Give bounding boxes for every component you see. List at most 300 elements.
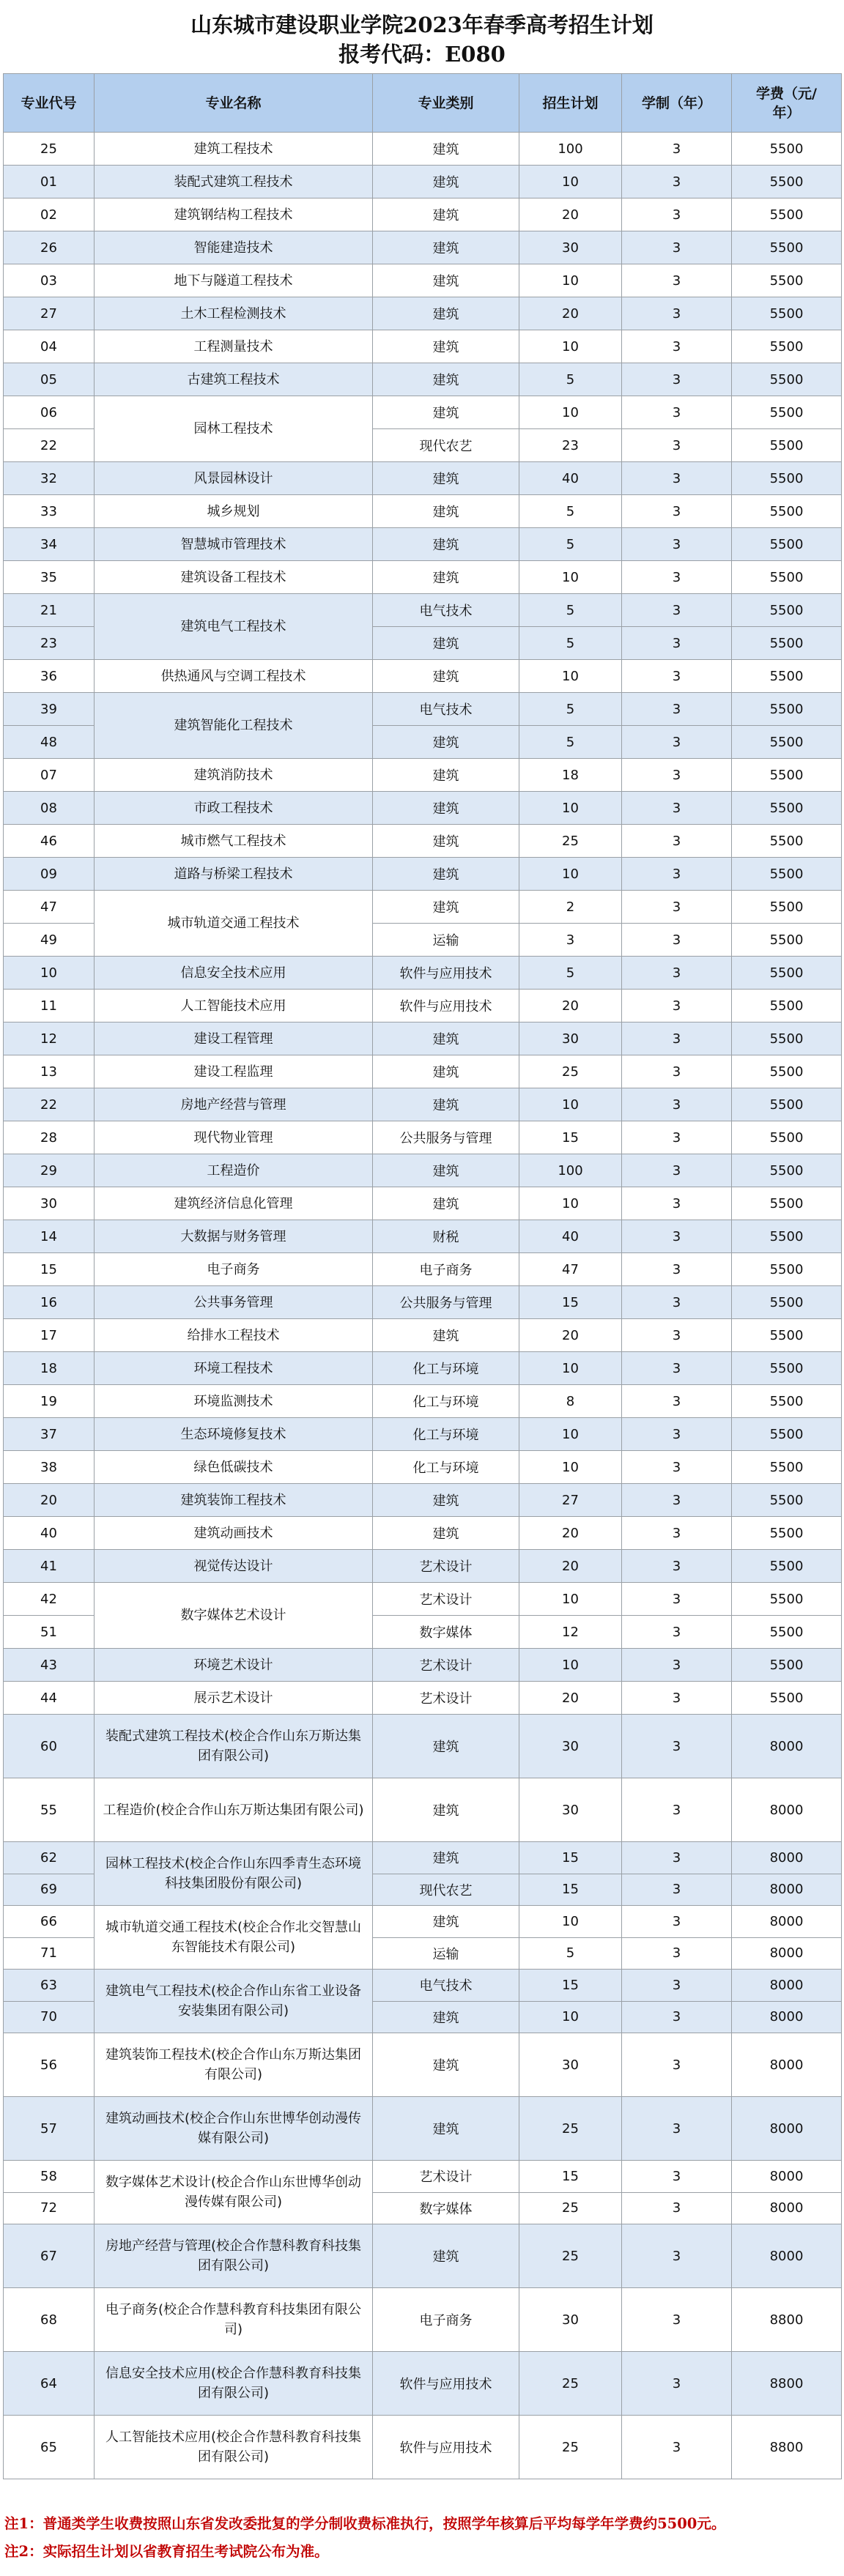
cell-major-name: 地下与隧道工程技术 — [95, 264, 373, 297]
cell-major-name: 建筑电气工程技术(校企合作山东省工业设备安装集团有限公司) — [95, 1970, 373, 2033]
table-row — [4, 2416, 842, 2479]
cell-duration: 3 — [622, 231, 732, 264]
cell-tuition-fee: 5500 — [732, 1253, 842, 1286]
cell-duration: 3 — [622, 594, 732, 627]
note-plan: 注2：实际招生计划以省教育招生考试院公布为准。 — [4, 2543, 329, 2560]
cell-enrollment-plan: 10 — [519, 330, 622, 363]
cell-major-category: 建筑 — [373, 726, 519, 759]
table-row — [4, 561, 842, 594]
page-title: 山东城市建设职业学院2023年春季高考招生计划 — [190, 12, 654, 37]
column-header-name: 专业名称 — [95, 74, 373, 133]
cell-major-name: 智能建造技术 — [95, 231, 373, 264]
cell-major-name: 市政工程技术 — [95, 792, 373, 825]
cell-major-category: 建筑 — [373, 1517, 519, 1550]
cell-enrollment-plan: 25 — [519, 2097, 622, 2161]
table-row — [4, 1088, 842, 1121]
cell-enrollment-plan: 40 — [519, 462, 622, 495]
cell-enrollment-plan: 8 — [519, 1385, 622, 1418]
column-header-fee: 学费（元/年） — [732, 74, 842, 133]
cell-duration: 3 — [622, 660, 732, 693]
cell-major-name: 人工智能技术应用 — [95, 990, 373, 1022]
cell-enrollment-plan: 10 — [519, 264, 622, 297]
cell-major-category: 电子商务 — [373, 1253, 519, 1286]
cell-major-name: 人工智能技术应用(校企合作慧科教育科技集团有限公司) — [95, 2416, 373, 2479]
cell-major-code: 68 — [4, 2288, 95, 2352]
cell-tuition-fee: 8800 — [732, 2416, 842, 2479]
cell-major-category: 数字媒体 — [373, 1616, 519, 1649]
cell-duration: 3 — [622, 2288, 732, 2352]
cell-tuition-fee: 8000 — [732, 1906, 842, 1938]
cell-enrollment-plan: 100 — [519, 1154, 622, 1187]
cell-enrollment-plan: 5 — [519, 495, 622, 528]
cell-enrollment-plan: 15 — [519, 1121, 622, 1154]
cell-major-code: 22 — [4, 1088, 95, 1121]
cell-enrollment-plan: 15 — [519, 1970, 622, 2002]
cell-major-category: 电气技术 — [373, 594, 519, 627]
cell-tuition-fee: 5500 — [732, 561, 842, 594]
cell-duration: 3 — [622, 1121, 732, 1154]
table-header-row — [4, 74, 842, 133]
cell-major-category: 软件与应用技术 — [373, 990, 519, 1022]
cell-major-category: 艺术设计 — [373, 1550, 519, 1583]
cell-major-name: 信息安全技术应用 — [95, 957, 373, 990]
cell-major-name: 建设工程管理 — [95, 1022, 373, 1055]
cell-enrollment-plan: 15 — [519, 1286, 622, 1319]
cell-tuition-fee: 5500 — [732, 166, 842, 198]
cell-tuition-fee: 8000 — [732, 2192, 842, 2224]
cell-duration: 3 — [622, 1842, 732, 1874]
cell-enrollment-plan: 30 — [519, 1715, 622, 1778]
cell-enrollment-plan: 5 — [519, 363, 622, 396]
cell-major-name: 城乡规划 — [95, 495, 373, 528]
cell-tuition-fee: 5500 — [732, 594, 842, 627]
cell-major-name: 绿色低碳技术 — [95, 1451, 373, 1484]
cell-major-code: 55 — [4, 1778, 95, 1842]
cell-major-name: 房地产经营与管理(校企合作慧科教育科技集团有限公司) — [95, 2224, 373, 2288]
cell-major-category: 建筑 — [373, 297, 519, 330]
cell-major-code: 06 — [4, 396, 95, 429]
cell-major-category: 建筑 — [373, 396, 519, 429]
cell-duration: 3 — [622, 1906, 732, 1938]
column-header-category: 专业类别 — [373, 74, 519, 133]
cell-enrollment-plan: 10 — [519, 1583, 622, 1616]
cell-major-category: 数字媒体 — [373, 2192, 519, 2224]
cell-enrollment-plan: 25 — [519, 2416, 622, 2479]
cell-enrollment-plan: 27 — [519, 1484, 622, 1517]
cell-duration: 3 — [622, 2161, 732, 2193]
cell-major-category: 艺术设计 — [373, 1583, 519, 1616]
cell-tuition-fee: 5500 — [732, 1385, 842, 1418]
cell-tuition-fee: 5500 — [732, 627, 842, 660]
cell-major-code: 60 — [4, 1715, 95, 1778]
cell-tuition-fee: 5500 — [732, 891, 842, 924]
cell-major-category: 软件与应用技术 — [373, 957, 519, 990]
cell-duration: 3 — [622, 1550, 732, 1583]
cell-major-category: 建筑 — [373, 1022, 519, 1055]
cell-major-category: 艺术设计 — [373, 1682, 519, 1715]
cell-major-category: 建筑 — [373, 1187, 519, 1220]
cell-major-name: 城市轨道交通工程技术(校企合作北交智慧山东智能技术有限公司) — [95, 1906, 373, 1970]
cell-major-category: 化工与环境 — [373, 1385, 519, 1418]
cell-duration: 3 — [622, 1154, 732, 1187]
cell-major-name: 古建筑工程技术 — [95, 363, 373, 396]
table-row — [4, 1715, 842, 1778]
table-row — [4, 133, 842, 166]
cell-enrollment-plan: 10 — [519, 2001, 622, 2033]
cell-duration: 3 — [622, 2352, 732, 2416]
enrollment-table-body — [4, 133, 842, 2479]
cell-enrollment-plan: 20 — [519, 1319, 622, 1352]
cell-enrollment-plan: 30 — [519, 231, 622, 264]
cell-major-category: 建筑 — [373, 2224, 519, 2288]
cell-major-category: 建筑 — [373, 495, 519, 528]
cell-tuition-fee: 5500 — [732, 1616, 842, 1649]
cell-enrollment-plan: 20 — [519, 198, 622, 231]
table-row — [4, 2161, 842, 2193]
cell-duration: 3 — [622, 2224, 732, 2288]
cell-enrollment-plan: 15 — [519, 1874, 622, 1906]
cell-major-name: 园林工程技术(校企合作山东四季青生态环境科技集团股份有限公司) — [95, 1842, 373, 1906]
table-row — [4, 1385, 842, 1418]
cell-tuition-fee: 5500 — [732, 198, 842, 231]
cell-enrollment-plan: 25 — [519, 1055, 622, 1088]
cell-enrollment-plan: 5 — [519, 594, 622, 627]
table-row — [4, 2224, 842, 2288]
cell-duration: 3 — [622, 825, 732, 858]
cell-tuition-fee: 5500 — [732, 858, 842, 891]
cell-tuition-fee: 5500 — [732, 726, 842, 759]
cell-tuition-fee: 5500 — [732, 792, 842, 825]
cell-enrollment-plan: 10 — [519, 1649, 622, 1682]
cell-tuition-fee: 5500 — [732, 1055, 842, 1088]
cell-enrollment-plan: 5 — [519, 1937, 622, 1970]
table-row — [4, 1352, 842, 1385]
cell-major-code: 32 — [4, 462, 95, 495]
cell-major-name: 土木工程检测技术 — [95, 297, 373, 330]
note-fee: 注1：普通类学生收费按照山东省发改委批复的学分制收费标准执行，按照学年核算后平均每学年学费约5500元。 — [4, 2515, 726, 2532]
cell-tuition-fee: 5500 — [732, 1022, 842, 1055]
cell-major-name: 城市轨道交通工程技术 — [95, 891, 373, 957]
table-row — [4, 198, 842, 231]
cell-major-name: 展示艺术设计 — [95, 1682, 373, 1715]
cell-major-category: 电气技术 — [373, 693, 519, 726]
cell-tuition-fee: 5500 — [732, 1649, 842, 1682]
cell-tuition-fee: 5500 — [732, 1418, 842, 1451]
cell-duration: 3 — [622, 1352, 732, 1385]
cell-tuition-fee: 5500 — [732, 1550, 842, 1583]
cell-major-code: 11 — [4, 990, 95, 1022]
cell-major-category: 运输 — [373, 924, 519, 957]
cell-enrollment-plan: 5 — [519, 693, 622, 726]
table-row — [4, 990, 842, 1022]
table-row — [4, 792, 842, 825]
cell-major-name: 园林工程技术 — [95, 396, 373, 462]
cell-duration: 3 — [622, 1451, 732, 1484]
cell-duration: 3 — [622, 1418, 732, 1451]
cell-major-code: 58 — [4, 2161, 95, 2193]
cell-enrollment-plan: 10 — [519, 858, 622, 891]
table-row — [4, 1187, 842, 1220]
cell-tuition-fee: 8800 — [732, 2352, 842, 2416]
cell-duration: 3 — [622, 924, 732, 957]
cell-major-code: 27 — [4, 297, 95, 330]
cell-duration: 3 — [622, 1022, 732, 1055]
cell-duration: 3 — [622, 1616, 732, 1649]
cell-major-name: 电子商务 — [95, 1253, 373, 1286]
cell-tuition-fee: 5500 — [732, 759, 842, 792]
cell-enrollment-plan: 12 — [519, 1616, 622, 1649]
table-row — [4, 1253, 842, 1286]
cell-major-code: 63 — [4, 1970, 95, 2002]
cell-major-category: 建筑 — [373, 1154, 519, 1187]
cell-major-category: 建筑 — [373, 198, 519, 231]
cell-major-code: 51 — [4, 1616, 95, 1649]
cell-duration: 3 — [622, 1385, 732, 1418]
cell-duration: 3 — [622, 462, 732, 495]
cell-duration: 3 — [622, 1517, 732, 1550]
cell-major-code: 13 — [4, 1055, 95, 1088]
cell-duration: 3 — [622, 1220, 732, 1253]
column-header-plan: 招生计划 — [519, 74, 622, 133]
cell-major-code: 02 — [4, 198, 95, 231]
cell-duration: 3 — [622, 495, 732, 528]
column-header-duration: 学制（年） — [622, 74, 732, 133]
cell-major-name: 建筑经济信息化管理 — [95, 1187, 373, 1220]
cell-major-code: 40 — [4, 1517, 95, 1550]
cell-major-code: 37 — [4, 1418, 95, 1451]
table-row — [4, 1682, 842, 1715]
cell-major-category: 建筑 — [373, 264, 519, 297]
cell-tuition-fee: 5500 — [732, 990, 842, 1022]
cell-duration: 3 — [622, 627, 732, 660]
cell-major-code: 30 — [4, 1187, 95, 1220]
cell-major-category: 化工与环境 — [373, 1352, 519, 1385]
cell-enrollment-plan: 10 — [519, 166, 622, 198]
cell-duration: 3 — [622, 2416, 732, 2479]
cell-enrollment-plan: 10 — [519, 660, 622, 693]
cell-tuition-fee: 8000 — [732, 2097, 842, 2161]
cell-major-code: 70 — [4, 2001, 95, 2033]
cell-tuition-fee: 8000 — [732, 1842, 842, 1874]
table-row — [4, 1778, 842, 1842]
cell-major-category: 艺术设计 — [373, 1649, 519, 1682]
cell-duration: 3 — [622, 1778, 732, 1842]
cell-major-name: 建筑智能化工程技术 — [95, 693, 373, 759]
cell-duration: 3 — [622, 198, 732, 231]
table-row — [4, 363, 842, 396]
table-row — [4, 825, 842, 858]
table-row — [4, 1121, 842, 1154]
cell-major-code: 07 — [4, 759, 95, 792]
table-row — [4, 1220, 842, 1253]
cell-enrollment-plan: 10 — [519, 1352, 622, 1385]
cell-duration: 3 — [622, 2192, 732, 2224]
table-row — [4, 1906, 842, 1938]
cell-major-category: 建筑 — [373, 231, 519, 264]
cell-major-category: 建筑 — [373, 462, 519, 495]
cell-enrollment-plan: 5 — [519, 726, 622, 759]
cell-enrollment-plan: 5 — [519, 528, 622, 561]
cell-duration: 3 — [622, 1649, 732, 1682]
cell-duration: 3 — [622, 1253, 732, 1286]
cell-major-code: 47 — [4, 891, 95, 924]
cell-enrollment-plan: 25 — [519, 2352, 622, 2416]
cell-tuition-fee: 5500 — [732, 297, 842, 330]
table-row — [4, 528, 842, 561]
cell-major-code: 09 — [4, 858, 95, 891]
cell-enrollment-plan: 100 — [519, 133, 622, 166]
cell-enrollment-plan: 20 — [519, 1550, 622, 1583]
cell-tuition-fee: 5500 — [732, 1352, 842, 1385]
cell-major-name: 数字媒体艺术设计 — [95, 1583, 373, 1649]
cell-tuition-fee: 5500 — [732, 693, 842, 726]
cell-duration: 3 — [622, 133, 732, 166]
notes-section — [0, 2510, 844, 2566]
cell-major-code: 16 — [4, 1286, 95, 1319]
cell-tuition-fee: 5500 — [732, 1484, 842, 1517]
table-row — [4, 1286, 842, 1319]
cell-major-category: 建筑 — [373, 166, 519, 198]
cell-major-code: 23 — [4, 627, 95, 660]
cell-major-category: 电子商务 — [373, 2288, 519, 2352]
cell-major-category: 建筑 — [373, 1055, 519, 1088]
cell-major-category: 财税 — [373, 1220, 519, 1253]
cell-tuition-fee: 5500 — [732, 330, 842, 363]
table-row — [4, 330, 842, 363]
cell-enrollment-plan: 5 — [519, 957, 622, 990]
cell-major-code: 38 — [4, 1451, 95, 1484]
cell-duration: 3 — [622, 396, 732, 429]
cell-major-code: 25 — [4, 133, 95, 166]
cell-major-code: 18 — [4, 1352, 95, 1385]
cell-tuition-fee: 5500 — [732, 1583, 842, 1616]
cell-enrollment-plan: 25 — [519, 825, 622, 858]
table-row — [4, 1022, 842, 1055]
cell-major-category: 建筑 — [373, 1715, 519, 1778]
cell-tuition-fee: 5500 — [732, 264, 842, 297]
cell-major-name: 给排水工程技术 — [95, 1319, 373, 1352]
cell-major-name: 装配式建筑工程技术(校企合作山东万斯达集团有限公司) — [95, 1715, 373, 1778]
cell-major-code: 04 — [4, 330, 95, 363]
cell-tuition-fee: 5500 — [732, 363, 842, 396]
cell-duration: 3 — [622, 330, 732, 363]
cell-duration: 3 — [622, 693, 732, 726]
cell-enrollment-plan: 2 — [519, 891, 622, 924]
cell-major-code: 43 — [4, 1649, 95, 1682]
cell-major-category: 化工与环境 — [373, 1451, 519, 1484]
table-row — [4, 1583, 842, 1616]
cell-duration: 3 — [622, 957, 732, 990]
cell-tuition-fee: 8000 — [732, 2033, 842, 2097]
cell-major-code: 28 — [4, 1121, 95, 1154]
cell-duration: 3 — [622, 1187, 732, 1220]
cell-duration: 3 — [622, 363, 732, 396]
cell-duration: 3 — [622, 264, 732, 297]
cell-enrollment-plan: 30 — [519, 2033, 622, 2097]
cell-major-category: 电气技术 — [373, 1970, 519, 2002]
cell-major-name: 视觉传达设计 — [95, 1550, 373, 1583]
cell-major-category: 建筑 — [373, 2001, 519, 2033]
cell-major-name: 大数据与财务管理 — [95, 1220, 373, 1253]
cell-tuition-fee: 5500 — [732, 396, 842, 429]
cell-tuition-fee: 5500 — [732, 1682, 842, 1715]
cell-enrollment-plan: 20 — [519, 990, 622, 1022]
cell-duration: 3 — [622, 1319, 732, 1352]
document-header — [0, 0, 844, 73]
cell-major-category: 建筑 — [373, 528, 519, 561]
cell-major-code: 17 — [4, 1319, 95, 1352]
cell-enrollment-plan: 10 — [519, 396, 622, 429]
cell-major-name: 信息安全技术应用(校企合作慧科教育科技集团有限公司) — [95, 2352, 373, 2416]
table-row — [4, 759, 842, 792]
cell-major-code: 71 — [4, 1937, 95, 1970]
cell-major-code: 08 — [4, 792, 95, 825]
cell-major-category: 建筑 — [373, 792, 519, 825]
cell-major-name: 建筑动画技术 — [95, 1517, 373, 1550]
cell-tuition-fee: 8000 — [732, 2224, 842, 2288]
cell-duration: 3 — [622, 1484, 732, 1517]
cell-major-code: 12 — [4, 1022, 95, 1055]
cell-major-code: 14 — [4, 1220, 95, 1253]
cell-tuition-fee: 8000 — [732, 1715, 842, 1778]
cell-major-name: 工程造价 — [95, 1154, 373, 1187]
cell-enrollment-plan: 10 — [519, 1418, 622, 1451]
cell-major-name: 道路与桥梁工程技术 — [95, 858, 373, 891]
cell-major-name: 数字媒体艺术设计(校企合作山东世博华创动漫传媒有限公司) — [95, 2161, 373, 2224]
cell-major-name: 建筑装饰工程技术(校企合作山东万斯达集团有限公司) — [95, 2033, 373, 2097]
cell-tuition-fee: 5500 — [732, 1286, 842, 1319]
cell-major-code: 65 — [4, 2416, 95, 2479]
cell-major-code: 56 — [4, 2033, 95, 2097]
enrollment-table — [3, 73, 842, 2479]
cell-major-category: 运输 — [373, 1937, 519, 1970]
cell-major-category: 软件与应用技术 — [373, 2416, 519, 2479]
cell-tuition-fee: 5500 — [732, 1220, 842, 1253]
table-row — [4, 495, 842, 528]
cell-duration: 3 — [622, 792, 732, 825]
cell-major-code: 29 — [4, 1154, 95, 1187]
cell-major-code: 66 — [4, 1906, 95, 1938]
cell-major-category: 建筑 — [373, 891, 519, 924]
cell-major-name: 城市燃气工程技术 — [95, 825, 373, 858]
cell-duration: 3 — [622, 2001, 732, 2033]
cell-major-code: 36 — [4, 660, 95, 693]
cell-major-code: 39 — [4, 693, 95, 726]
cell-major-code: 49 — [4, 924, 95, 957]
cell-duration: 3 — [622, 297, 732, 330]
table-row — [4, 1319, 842, 1352]
cell-tuition-fee: 5500 — [732, 825, 842, 858]
cell-enrollment-plan: 18 — [519, 759, 622, 792]
cell-major-code: 46 — [4, 825, 95, 858]
application-code: 报考代码：E080 — [338, 42, 506, 67]
cell-tuition-fee: 5500 — [732, 1319, 842, 1352]
cell-tuition-fee: 5500 — [732, 1154, 842, 1187]
cell-tuition-fee: 5500 — [732, 1451, 842, 1484]
table-row — [4, 2033, 842, 2097]
table-row — [4, 462, 842, 495]
cell-major-name: 生态环境修复技术 — [95, 1418, 373, 1451]
table-row — [4, 2097, 842, 2161]
cell-tuition-fee: 5500 — [732, 1088, 842, 1121]
table-row — [4, 1517, 842, 1550]
cell-major-code: 64 — [4, 2352, 95, 2416]
cell-enrollment-plan: 30 — [519, 1778, 622, 1842]
table-row — [4, 1154, 842, 1187]
table-row — [4, 957, 842, 990]
cell-major-code: 67 — [4, 2224, 95, 2288]
cell-major-code: 69 — [4, 1874, 95, 1906]
